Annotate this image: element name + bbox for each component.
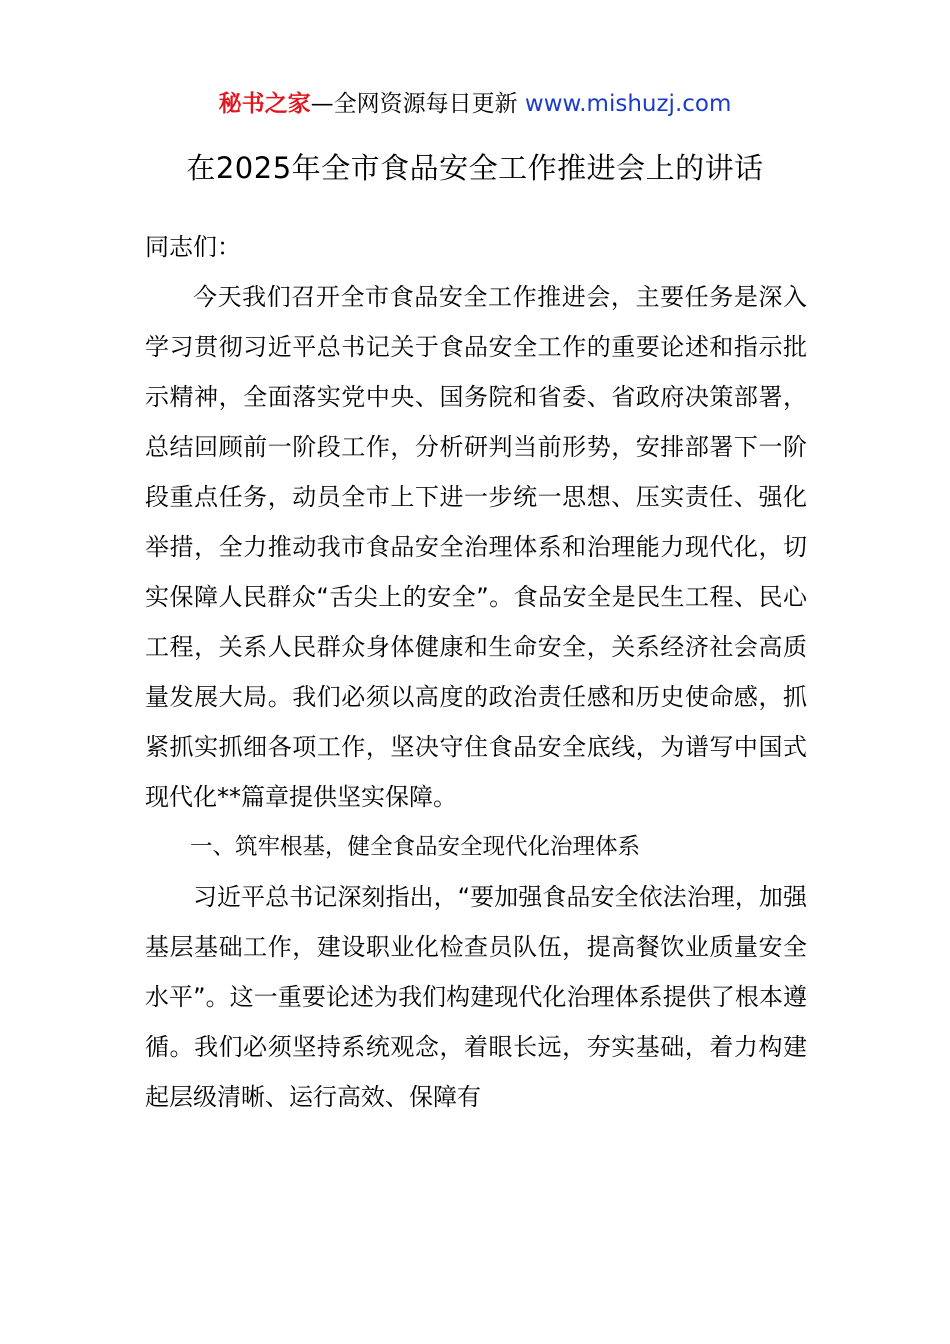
salutation: 同志们： — [145, 233, 241, 261]
document-body — [145, 222, 807, 1122]
section-paragraph: 习近平总书记深刻指出，“要加强食品安全依法治理，加强基层基础工作，建设职业化检查员队伍，提高餐饮业质量安全水平”。这一重要论述为我们构建现代化治理体系提供了根本遵循。我们必须坚持系统观念，着眼长远，夯实基础，着力构建起层级清晰、运行高效、保障有 — [145, 883, 807, 1111]
site-tagline: —全网资源每日更新 — [310, 91, 525, 117]
site-header — [0, 88, 950, 120]
site-url-link[interactable]: www.mishuzj.com — [524, 91, 732, 117]
site-brand: 秘书之家 — [218, 91, 311, 117]
section-heading: 一、筑牢根基，健全食品安全现代化治理体系 — [190, 834, 641, 860]
intro-paragraph: 今天我们召开全市食品安全工作推进会，主要任务是深入学习贯彻习近平总书记关于食品安全工作的重要论述和指示批示精神，全面落实党中央、国务院和省委、省政府决策部署，总结回顾前一阶段工作，分析研判当前形势，安排部署下一阶段重点任务，动员全市上下进一步统一思想、压实责任、强化举措，全力推动我市食品安全治理体系和治理能力现代化，切实保障人民群众“舌尖上的安全”。食品安全是民生工程、民心工程，关系人民群众身体健康和生命安全，关系经济社会高质量发展大局。我们必须以高度的政治责任感和历史使命感，抓紧抓实抓细各项工作，坚决守住食品安全底线，为谱写中国式现代化**篇章提供坚实保障。 — [145, 283, 807, 811]
document-title: 在2025年全市食品安全工作推进会上的讲话 — [186, 151, 764, 185]
